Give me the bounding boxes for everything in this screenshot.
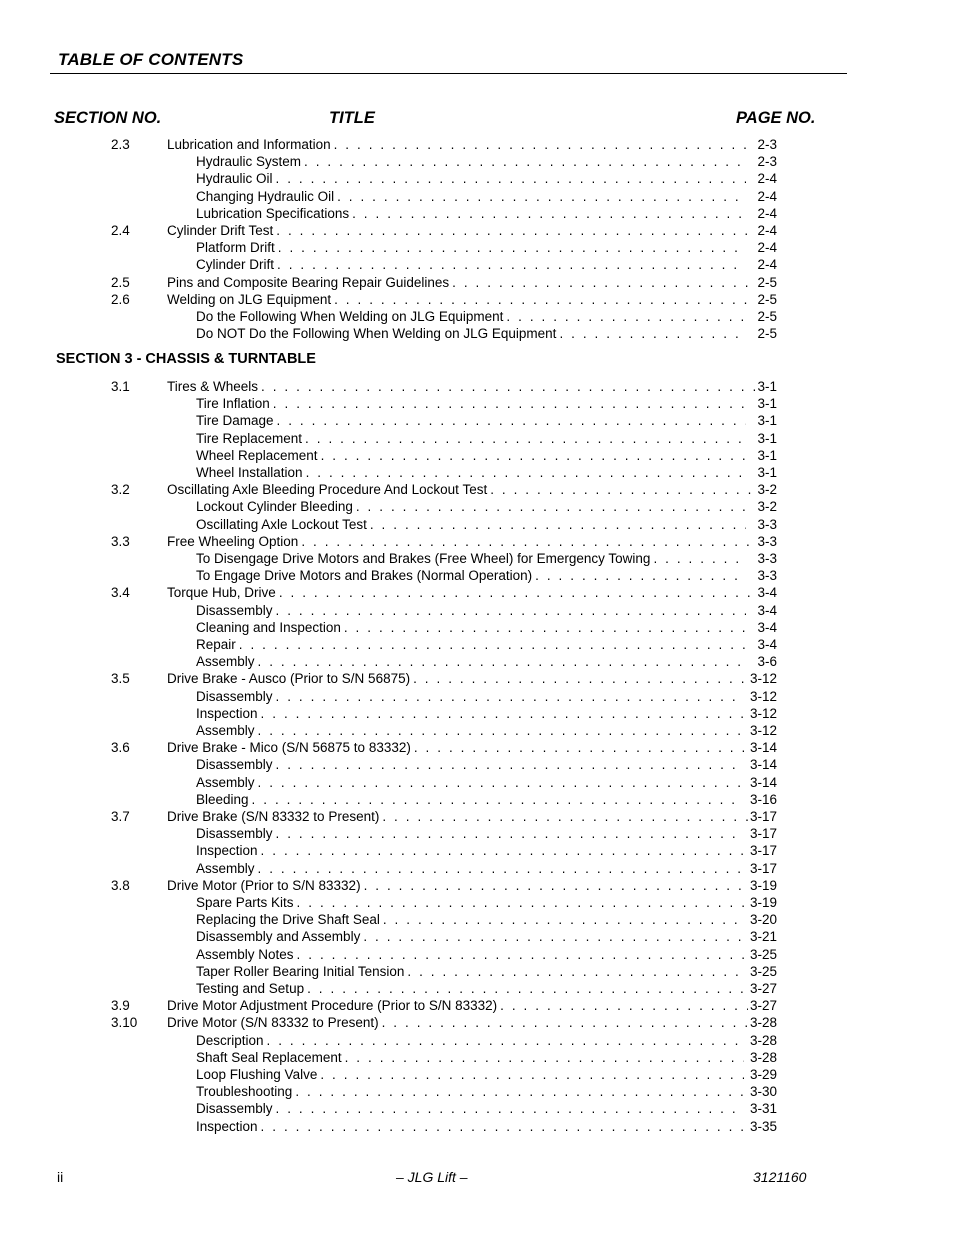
dot-leader (239, 636, 746, 653)
dot-leader (352, 205, 746, 222)
toc-entry-page: 2-3 (757, 154, 777, 170)
toc-entry-title: Tire Damage (196, 413, 274, 429)
toc-entry-page: 3-28 (749, 1049, 777, 1065)
toc-entry-title: Cylinder Drift (196, 257, 275, 273)
dot-leader (382, 808, 748, 825)
dot-leader (653, 550, 746, 567)
toc-entry-page: 3-1 (757, 430, 777, 446)
toc-entry-page: 2-4 (757, 257, 777, 273)
toc-entry-number: 3.7 (111, 809, 130, 824)
toc-entry-page: 3-3 (757, 533, 777, 549)
toc-entry-page: 2-4 (757, 205, 777, 221)
toc-entry-number: 2.3 (111, 137, 130, 152)
toc-entry-title: Tire Inflation (196, 396, 270, 412)
dot-leader (276, 825, 744, 842)
toc-entry-page: 3-29 (749, 1067, 777, 1082)
toc-entry-title: Drive Brake - Ausco (Prior to S/N 56875) (167, 671, 411, 687)
toc-entry-page: 3-3 (757, 516, 777, 532)
toc-entry-title: Changing Hydraulic Oil (196, 188, 335, 204)
toc-entry-page: 2-5 (757, 274, 777, 290)
toc-entry-title: Hydraulic System (196, 154, 302, 170)
toc-entry-page: 3-4 (757, 585, 777, 601)
dot-leader (344, 619, 746, 636)
toc-entry-title: Replacing the Drive Shaft Seal (196, 912, 380, 928)
footer-title: – JLG Lift – (396, 1169, 468, 1185)
toc-entry-title: Assembly (196, 774, 255, 790)
toc-entry-title: Lubrication and Information (167, 137, 331, 152)
toc-entry-number: 2.4 (111, 223, 130, 238)
toc-entry-title: Inspection (196, 843, 258, 859)
toc-entry-page: 3-3 (757, 568, 777, 584)
toc-entry-title: To Engage Drive Motors and Brakes (Normal Operation) (196, 568, 533, 584)
dot-leader (413, 670, 748, 687)
toc-entry-title: Loop Flushing Valve (196, 1067, 318, 1082)
dot-leader (276, 222, 755, 239)
toc-entry-page: 3-4 (757, 602, 777, 618)
toc-entry-title: Do NOT Do the Following When Welding on JLG Equipment (196, 326, 557, 342)
dot-leader (304, 153, 746, 170)
toc-entry-title: Wheel Replacement (196, 447, 318, 463)
toc-entry-page: 2-3 (757, 137, 777, 152)
toc-entry-title: Troubleshooting (196, 1084, 293, 1100)
dot-leader (278, 239, 746, 256)
toc-entry-title: Oscillating Axle Lockout Test (196, 516, 367, 532)
toc-entry-page: 3-12 (749, 688, 777, 704)
toc-entry-title: Assembly Notes (196, 946, 294, 962)
toc-entry-title: Assembly (196, 860, 255, 876)
page-header-title: TABLE OF CONTENTS (58, 50, 244, 69)
column-header-title: TITLE (329, 109, 375, 127)
toc-entry-page: 3-14 (749, 757, 777, 773)
dot-leader (407, 963, 744, 980)
toc-entry-title: Assembly (196, 723, 255, 738)
toc-entry-page: 3-31 (749, 1101, 777, 1117)
toc-entry-title: Pins and Composite Bearing Repair Guidelines (167, 274, 450, 290)
column-header-page: PAGE NO. (736, 109, 816, 127)
dot-leader (295, 1083, 744, 1100)
toc-entry-page: 2-5 (757, 291, 777, 307)
toc-entry-title: Bleeding (196, 791, 249, 807)
toc-entry-page: 2-4 (757, 188, 777, 204)
toc-entry-number: 3.1 (111, 379, 130, 394)
dot-leader (382, 1014, 748, 1031)
dot-leader (277, 412, 746, 429)
toc-entry-page: 3-28 (749, 1015, 777, 1031)
dot-leader (370, 516, 746, 533)
toc-entry-title: Cleaning and Inspection (196, 619, 341, 635)
toc-entry-page: 3-25 (749, 946, 777, 962)
dot-leader (306, 464, 746, 481)
dot-leader (267, 1032, 744, 1049)
toc-entry-number: 3.6 (111, 740, 130, 756)
toc-entry-title: Disassembly (196, 826, 273, 842)
toc-entry-title: Drive Motor Adjustment Procedure (Prior to S/N 83332) (167, 998, 498, 1014)
dot-leader (535, 567, 746, 584)
toc-entry-number: 2.6 (111, 291, 130, 307)
dot-leader (277, 256, 746, 273)
dot-leader (305, 430, 746, 447)
dot-leader (383, 911, 744, 928)
toc-entry-page: 3-17 (749, 860, 777, 876)
toc-entry-title: Tire Replacement (196, 430, 303, 446)
column-header-section: SECTION NO. (54, 109, 162, 127)
dot-leader (301, 533, 755, 550)
toc-entry-title: Disassembly and Assembly (196, 929, 361, 945)
toc-entry-number: 3.10 (111, 1015, 138, 1031)
toc-entry-number: 2.5 (111, 274, 130, 290)
dot-leader (297, 894, 744, 911)
toc-entry-page: 2-4 (757, 171, 777, 187)
toc-entry-title: Torque Hub, Drive (167, 585, 276, 601)
toc-entry-number: 3.8 (111, 877, 130, 893)
toc-entry-title: Do the Following When Welding on JLG Equipment (196, 309, 504, 324)
toc-entry-page: 3-25 (749, 963, 777, 979)
toc-entry-title: Welding on JLG Equipment (167, 291, 332, 307)
dot-leader (334, 136, 756, 153)
dot-leader (364, 877, 748, 894)
toc-entry-page: 3-12 (749, 723, 777, 738)
toc-entry-page: 3-27 (749, 998, 777, 1014)
dot-leader (334, 291, 755, 308)
toc-entry-title: Wheel Installation (196, 465, 303, 480)
toc-entry-page: 3-30 (749, 1084, 777, 1100)
toc-entry-title: Hydraulic Oil (196, 171, 273, 187)
dot-leader (452, 274, 755, 291)
toc-entry-page: 2-5 (757, 326, 777, 342)
toc-entry-title: Inspection (196, 1118, 258, 1134)
toc-entry-page: 3-1 (757, 379, 777, 394)
dot-leader (261, 842, 744, 859)
dot-leader (363, 928, 744, 945)
header-rule (50, 73, 847, 74)
dot-leader (258, 860, 744, 877)
dot-leader (252, 791, 744, 808)
dot-leader (276, 1100, 744, 1117)
dot-leader (258, 774, 744, 791)
dot-leader (261, 705, 744, 722)
dot-leader (337, 188, 746, 205)
toc-entry-title: Drive Motor (Prior to S/N 83332) (167, 877, 361, 893)
toc-entry-page: 2-4 (757, 240, 777, 256)
toc-entry-page: 3-3 (757, 551, 777, 566)
dot-leader (307, 980, 744, 997)
dot-leader (320, 1066, 744, 1083)
dot-leader (276, 756, 744, 773)
toc-entry-page: 3-1 (757, 447, 777, 463)
toc-entry-title: Platform Drift (196, 240, 275, 256)
toc-entry-title: Oscillating Axle Bleeding Procedure And Lockout Test (167, 482, 488, 498)
toc-entry-page: 3-12 (749, 705, 777, 721)
dot-leader (414, 739, 748, 756)
toc-entry-number: 3.5 (111, 671, 130, 687)
dot-leader (506, 308, 746, 325)
toc-entry-page: 3-28 (749, 1032, 777, 1048)
toc-entry-title: Repair (196, 637, 236, 652)
toc-entry-title: Taper Roller Bearing Initial Tension (196, 963, 405, 979)
toc-entry-page: 3-12 (749, 671, 777, 687)
toc-entry-title: Disassembly (196, 602, 273, 618)
toc-entry-title: Testing and Setup (196, 981, 305, 996)
dot-leader (261, 378, 755, 395)
toc-entry-page: 2-5 (757, 309, 777, 324)
toc-entry-title: Spare Parts Kits (196, 895, 294, 910)
toc-entry-page: 2-4 (757, 223, 777, 238)
toc-entry-page: 3-14 (749, 740, 777, 756)
toc-entry-title: Description (196, 1032, 264, 1048)
dot-leader (276, 688, 744, 705)
dot-leader (261, 1118, 744, 1135)
toc-entry-title: Assembly (196, 654, 255, 670)
dot-leader (345, 1049, 744, 1066)
toc-entry-title: Free Wheeling Option (167, 533, 299, 549)
toc-entry-page: 3-20 (749, 912, 777, 928)
toc-entry-number: 3.2 (111, 482, 130, 498)
toc-entry-number: 3.3 (111, 533, 130, 549)
dot-leader (356, 498, 746, 515)
toc-entry-title: Cylinder Drift Test (167, 223, 274, 238)
toc-entry-page: 3-27 (749, 981, 777, 996)
toc-entry-page: 3-17 (749, 843, 777, 859)
toc-entry-page: 3-17 (749, 809, 777, 824)
toc-entry-title: Disassembly (196, 688, 273, 704)
toc-entry-page: 3-19 (749, 877, 777, 893)
toc-entry-number: 3.9 (111, 998, 130, 1014)
dot-leader (258, 722, 744, 739)
toc-entry-title: Inspection (196, 705, 258, 721)
toc-entry-page: 3-17 (749, 826, 777, 842)
dot-leader (276, 602, 746, 619)
footer-doc-number: 3121160 (753, 1169, 807, 1185)
dot-leader (273, 395, 746, 412)
section-heading: SECTION 3 - CHASSIS & TURNTABLE (56, 351, 316, 367)
toc-entry-number: 3.4 (111, 585, 130, 601)
dot-leader (279, 584, 756, 601)
toc-entry-page: 3-1 (757, 396, 777, 412)
dot-leader (490, 481, 755, 498)
dot-leader (258, 653, 746, 670)
toc-entry-title: Lubrication Specifications (196, 205, 350, 221)
toc-entry-page: 3-4 (757, 637, 777, 652)
toc-entry-page: 3-35 (749, 1118, 777, 1134)
toc-entry-title: Drive Motor (S/N 83332 to Present) (167, 1015, 379, 1031)
dot-leader (321, 447, 746, 464)
toc-entry-page: 3-2 (757, 482, 777, 498)
dot-leader (559, 325, 746, 342)
toc-entry-page: 3-1 (757, 465, 777, 480)
footer-page-number: ii (57, 1169, 64, 1185)
toc-entry-title: Shaft Seal Replacement (196, 1049, 342, 1065)
toc-entry-title: Drive Brake (S/N 83332 to Present) (167, 809, 380, 824)
toc-entry-page: 3-1 (757, 413, 777, 429)
toc-entry-page: 3-21 (749, 929, 777, 945)
toc-entry-page: 3-6 (757, 654, 777, 670)
toc-entry-title: Disassembly (196, 1101, 273, 1117)
toc-entry-title: To Disengage Drive Motors and Brakes (Free Wheel) for Emergency Towing (196, 551, 651, 566)
dot-leader (297, 946, 744, 963)
toc-entry-page: 3-2 (757, 499, 777, 515)
toc-entry-page: 3-14 (749, 774, 777, 790)
toc-entry-page: 3-19 (749, 895, 777, 910)
toc-entry-page: 3-16 (749, 791, 777, 807)
dot-leader (276, 170, 746, 187)
toc-entry-title: Disassembly (196, 757, 273, 773)
toc-entry-page: 3-4 (757, 619, 777, 635)
toc-entry-title: Tires & Wheels (167, 379, 259, 394)
toc-entry-title: Lockout Cylinder Bleeding (196, 499, 353, 515)
dot-leader (500, 997, 748, 1014)
toc-entry-title: Drive Brake - Mico (S/N 56875 to 83332) (167, 740, 411, 756)
